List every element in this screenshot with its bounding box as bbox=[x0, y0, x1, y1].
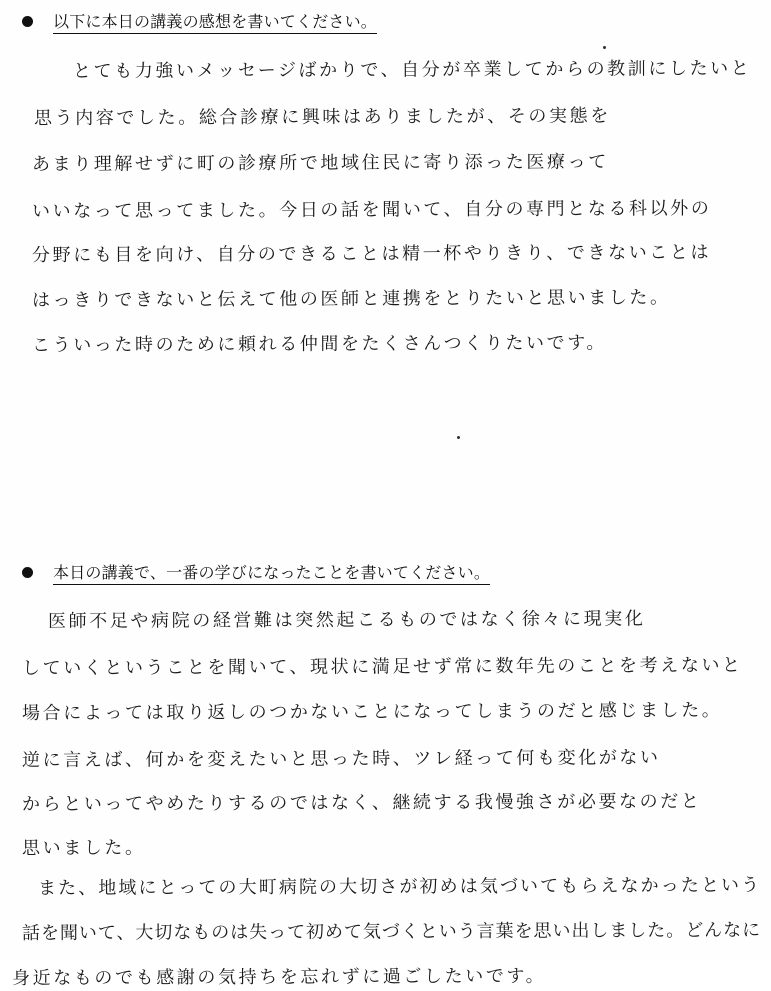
answer-line: 思いました。 bbox=[21, 837, 146, 859]
question-prompt-1: 以下に本日の講義の感想を書いてください。 bbox=[53, 9, 377, 34]
answer-line: また、地域にとっての大町病院の大切さが初めは気づいてもらえなかったという bbox=[37, 874, 762, 899]
question-header-1 bbox=[22, 8, 377, 34]
scan-speck bbox=[457, 436, 460, 439]
answer-line: 逆に言えば、何かを変えたいと思った時、ツレ経って何も変化がない bbox=[21, 747, 661, 771]
answer-line: 話を聞いて、大切なものは失って初めて気づくという言葉を思い出しました。どんなに bbox=[21, 919, 762, 944]
answer-line: からといってやめたりするのではなく、継続する我慢強さが必要なのだと bbox=[21, 791, 702, 815]
question-prompt-2: 本日の講義で、一番の学びになったことを書いてください。 bbox=[53, 560, 490, 585]
answer-line: していくということを聞いて、現状に満足せず常に数年先のことを考えないと bbox=[21, 654, 743, 679]
answer-line: 身近なものでも感謝の気持ちを忘れずに過ごしたいです。 bbox=[11, 965, 547, 989]
answer-line: あまり理解せずに町の診療所で地域住民に寄り添った医療って bbox=[31, 151, 609, 175]
answer-line: こういった時のために頼れる仲間をたくさんつくりたいです。 bbox=[31, 332, 608, 356]
answer-line: いいなって思ってました。今日の話を聞いて、自分の専門となる科以外の bbox=[31, 198, 712, 222]
scan-speck bbox=[603, 46, 606, 49]
answer-line: 分野にも目を向け、自分のできることは精一杯やりきり、できないことは bbox=[31, 242, 712, 266]
bullet-icon bbox=[22, 567, 33, 578]
answer-line: 思う内容でした。総合診療に興味はありましたが、その実態を bbox=[33, 105, 611, 129]
answer-line: はっきりできないと伝えて他の医師と連携をとりたいと思いました。 bbox=[31, 287, 671, 311]
answer-line: 場合によっては取り返しのつかないことになってしまうのだと感じました。 bbox=[21, 699, 723, 724]
bullet-icon bbox=[22, 16, 33, 27]
answer-line: とても力強いメッセージばかりで、自分が卒業してからの教訓にしたいと bbox=[72, 58, 752, 82]
answer-line: 医師不足や病院の経営難は突然起こるものではなく徐々に現実化 bbox=[47, 608, 646, 632]
question-header-2 bbox=[22, 559, 490, 585]
